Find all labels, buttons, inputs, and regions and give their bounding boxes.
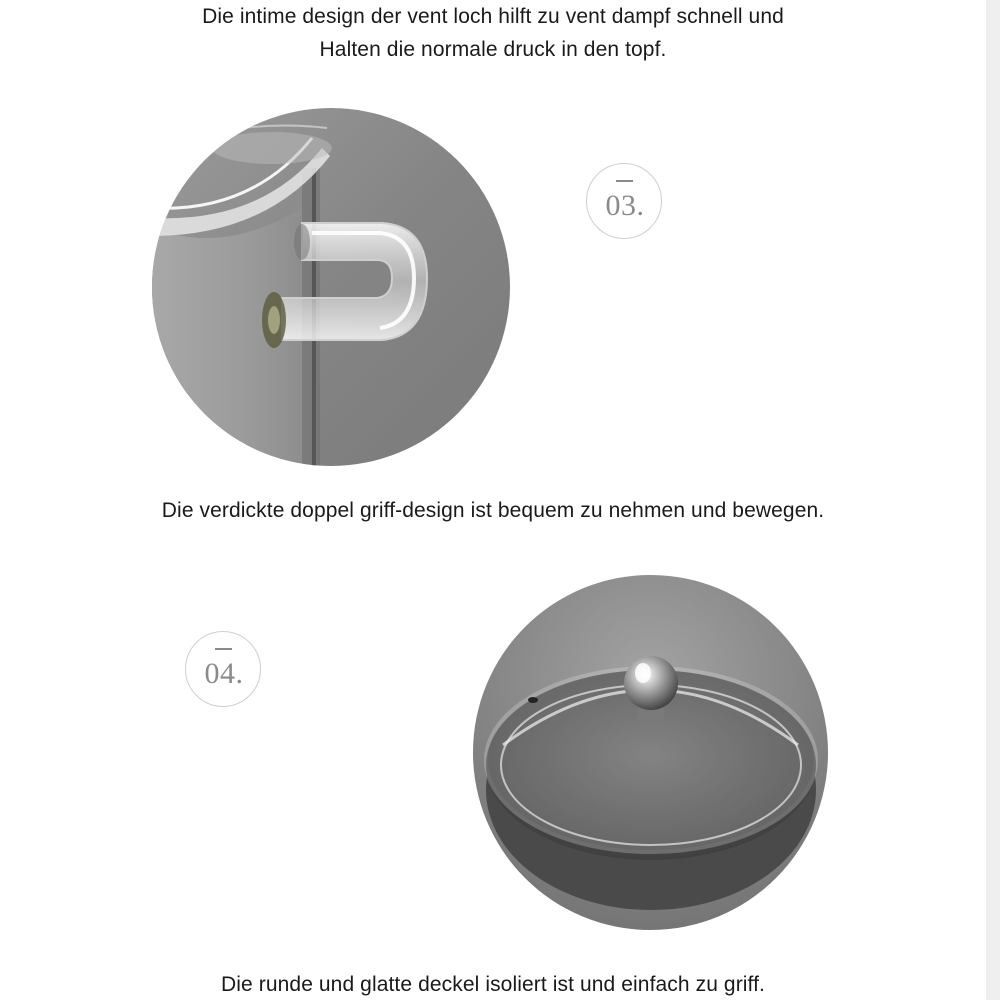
lid-detail-photo [473,575,828,930]
vent-caption-line-1: Die intime design der vent loch hilft zu vent dampf schnell und [202,5,784,28]
badge-overline [215,648,232,650]
handle-detail-photo [152,108,510,466]
step-badge-04 [185,631,261,707]
vent-caption-line-2: Halten die normale druck in den topf. [319,38,667,61]
step-badge-03 [586,163,662,239]
page-edge-strip [986,0,1000,1000]
handle-caption: Die verdickte doppel griff-design ist bequem zu nehmen und bewegen. [161,499,825,522]
badge-number: 03. [605,189,645,222]
lid-caption: Die runde und glatte deckel isoliert ist und einfach zu griff. [221,973,765,996]
badge-overline [616,180,633,182]
badge-number: 04. [204,657,244,690]
glass-lid-illustration [473,575,828,930]
vent-caption [0,0,986,66]
pot-handle-illustration [152,108,510,466]
